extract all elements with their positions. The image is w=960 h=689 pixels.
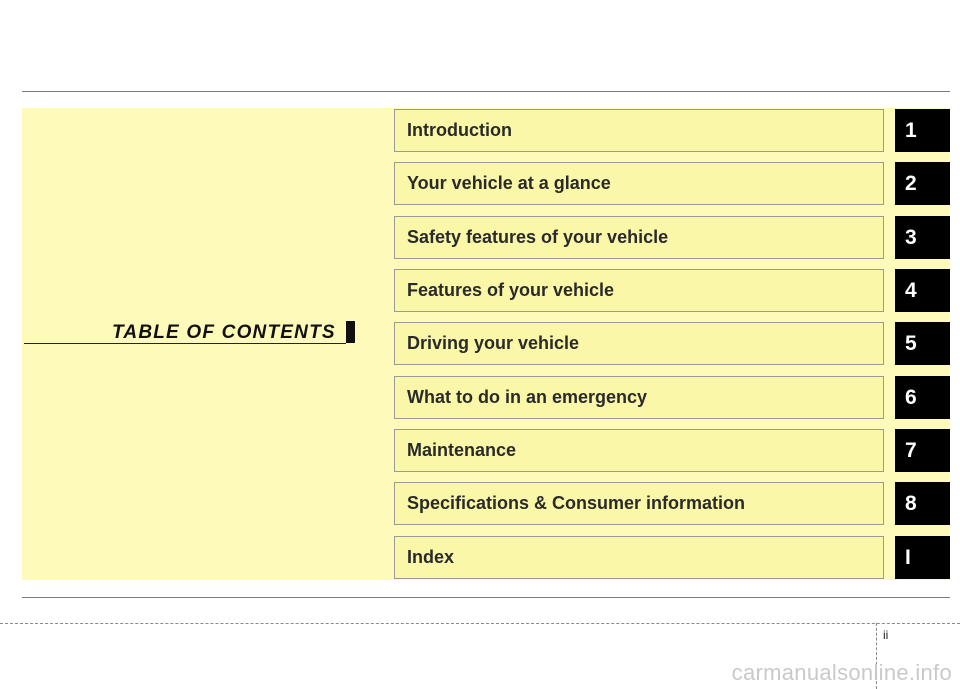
toc-entry-label: Index (407, 547, 455, 567)
chapter-tab-index[interactable] (895, 536, 950, 579)
chapter-number: 7 (905, 438, 917, 462)
toc-entry-label: Safety features of your vehicle (407, 227, 669, 247)
chapter-number: 4 (905, 278, 917, 302)
chapter-number: 1 (905, 118, 917, 142)
toc-title-marker (346, 321, 355, 343)
footer-dashed-line (0, 623, 960, 624)
toc-entry-label: Features of your vehicle (407, 280, 615, 300)
toc-entry-safety-features[interactable] (394, 216, 884, 259)
chapter-tab-7[interactable] (895, 429, 950, 472)
chapter-number: 2 (905, 171, 917, 195)
toc-entry-label: Maintenance (407, 440, 517, 460)
toc-entry-label: What to do in an emergency (407, 387, 648, 407)
page-number: ii (883, 628, 889, 642)
chapter-number: 6 (905, 385, 917, 409)
bottom-rule (22, 597, 950, 598)
toc-entry-specifications[interactable] (394, 482, 884, 525)
chapter-tab-6[interactable] (895, 376, 950, 419)
chapter-tab-8[interactable] (895, 482, 950, 525)
toc-entry-label: Specifications & Consumer information (407, 493, 746, 513)
chapter-tab-2[interactable] (895, 162, 950, 205)
toc-entry-features[interactable] (394, 269, 884, 312)
chapter-number: 5 (905, 331, 917, 355)
chapter-number: 3 (905, 225, 917, 249)
chapter-tab-1[interactable] (895, 109, 950, 152)
watermark: carmanualsonline.info (731, 660, 952, 685)
toc-entry-label: Your vehicle at a glance (407, 173, 611, 193)
chapter-tab-5[interactable] (895, 322, 950, 365)
chapter-number: 8 (905, 491, 917, 515)
chapter-number: I (905, 545, 911, 569)
toc-title: TABLE OF CONTENTS (112, 322, 336, 343)
toc-entry-emergency[interactable] (394, 376, 884, 419)
chapter-tab-3[interactable] (895, 216, 950, 259)
toc-entry-label: Driving your vehicle (407, 333, 580, 353)
top-rule (22, 91, 950, 92)
toc-entry-maintenance[interactable] (394, 429, 884, 472)
toc-entry-label: Introduction (407, 120, 512, 140)
toc-entry-index[interactable] (394, 536, 884, 579)
toc-entry-introduction[interactable] (394, 109, 884, 152)
chapter-tab-4[interactable] (895, 269, 950, 312)
toc-entry-driving[interactable] (394, 322, 884, 365)
toc-entry-vehicle-at-a-glance[interactable] (394, 162, 884, 205)
